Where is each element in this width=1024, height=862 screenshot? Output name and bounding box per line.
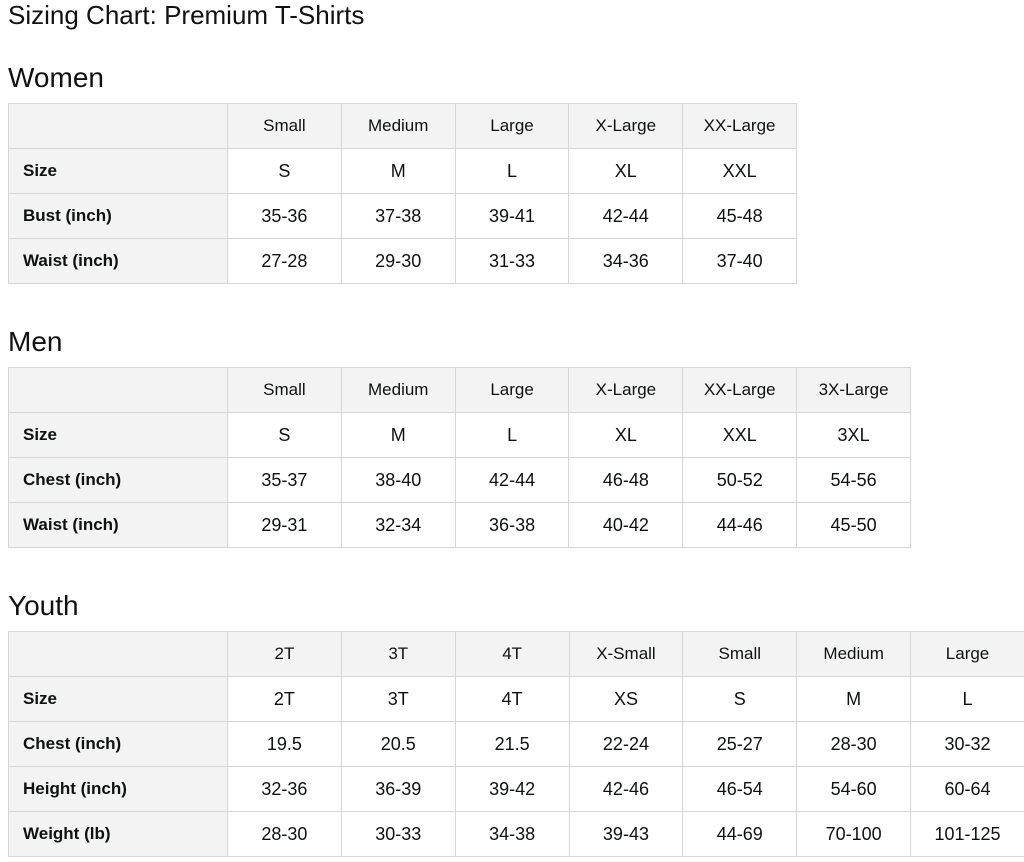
cell: 36-39 — [341, 767, 455, 812]
corner-cell — [9, 368, 228, 413]
row-label: Waist (inch) — [9, 503, 228, 548]
column-header: XX-Large — [683, 368, 797, 413]
cell: 36-38 — [455, 503, 569, 548]
sizing-table-women — [8, 103, 797, 284]
cell: 29-30 — [341, 239, 455, 284]
row-label: Size — [9, 413, 228, 458]
cell: 46-54 — [683, 767, 797, 812]
row-label: Waist (inch) — [9, 239, 228, 284]
cell: 19.5 — [228, 722, 342, 767]
column-header: 3X-Large — [797, 368, 911, 413]
cell: 44-69 — [683, 812, 797, 857]
column-header: 4T — [455, 632, 569, 677]
table-row — [9, 458, 911, 503]
corner-cell — [9, 632, 228, 677]
column-header: Small — [228, 368, 342, 413]
cell: 28-30 — [797, 722, 911, 767]
column-header: X-Large — [569, 368, 683, 413]
corner-cell — [9, 104, 228, 149]
table-row — [9, 722, 1024, 767]
cell: 30-33 — [341, 812, 455, 857]
row-label: Size — [9, 149, 228, 194]
cell: 54-60 — [797, 767, 911, 812]
row-label: Bust (inch) — [9, 194, 228, 239]
cell: 37-38 — [341, 194, 455, 239]
section-heading-youth: Youth — [8, 590, 79, 622]
cell: 2T — [228, 677, 342, 722]
column-header: XX-Large — [683, 104, 797, 149]
cell: 39-41 — [455, 194, 569, 239]
cell: 101-125 — [911, 812, 1024, 857]
cell: 70-100 — [797, 812, 911, 857]
row-label: Chest (inch) — [9, 722, 228, 767]
row-label: Height (inch) — [9, 767, 228, 812]
column-header: Medium — [797, 632, 911, 677]
section-heading-women: Women — [8, 61, 104, 93]
cell: S — [228, 149, 342, 194]
cell: XS — [569, 677, 683, 722]
cell: 3XL — [797, 413, 911, 458]
table-row — [9, 149, 797, 194]
cell: XL — [569, 413, 683, 458]
cell: M — [797, 677, 911, 722]
column-header: X-Small — [569, 632, 683, 677]
cell: 46-48 — [569, 458, 683, 503]
page-title: Sizing Chart: Premium T-Shirts — [8, 0, 365, 30]
cell: 45-48 — [683, 194, 797, 239]
cell: 37-40 — [683, 239, 797, 284]
cell: 34-38 — [455, 812, 569, 857]
sizing-sections — [8, 62, 1016, 858]
cell: 39-42 — [455, 767, 569, 812]
cell: 34-36 — [569, 239, 683, 284]
cell: 4T — [455, 677, 569, 722]
table-row — [9, 767, 1024, 812]
cell: 3T — [341, 677, 455, 722]
cell: 35-37 — [228, 458, 342, 503]
cell: 21.5 — [455, 722, 569, 767]
table-row — [9, 677, 1024, 722]
header-row — [9, 368, 911, 413]
cell: S — [228, 413, 342, 458]
cell: 32-36 — [228, 767, 342, 812]
sizing-table-men — [8, 367, 911, 548]
cell: 42-46 — [569, 767, 683, 812]
cell: 50-52 — [683, 458, 797, 503]
header-row — [9, 632, 1024, 677]
column-header: Small — [228, 104, 342, 149]
cell: 38-40 — [341, 458, 455, 503]
column-header: 2T — [228, 632, 342, 677]
column-header: Medium — [341, 104, 455, 149]
column-header: X-Large — [569, 104, 683, 149]
section-heading-men: Men — [8, 326, 63, 358]
cell: 45-50 — [797, 503, 911, 548]
cell: L — [455, 149, 569, 194]
cell: 60-64 — [911, 767, 1024, 812]
cell: XL — [569, 149, 683, 194]
cell: 29-31 — [228, 503, 342, 548]
cell: 54-56 — [797, 458, 911, 503]
cell: 30-32 — [911, 722, 1024, 767]
cell: 28-30 — [228, 812, 342, 857]
row-label: Size — [9, 677, 228, 722]
cell: XXL — [683, 413, 797, 458]
table-row — [9, 194, 797, 239]
cell: 27-28 — [228, 239, 342, 284]
cell: 40-42 — [569, 503, 683, 548]
cell: 42-44 — [455, 458, 569, 503]
column-header: Small — [683, 632, 797, 677]
header-row — [9, 104, 797, 149]
table-row — [9, 503, 911, 548]
cell: M — [341, 149, 455, 194]
cell: 22-24 — [569, 722, 683, 767]
cell: 35-36 — [228, 194, 342, 239]
column-header: Large — [455, 104, 569, 149]
column-header: 3T — [341, 632, 455, 677]
sizing-table-youth — [8, 631, 1024, 857]
table-row — [9, 413, 911, 458]
cell: 25-27 — [683, 722, 797, 767]
cell: 20.5 — [341, 722, 455, 767]
table-row — [9, 812, 1024, 857]
row-label: Weight (lb) — [9, 812, 228, 857]
table-row — [9, 239, 797, 284]
cell: L — [455, 413, 569, 458]
cell: XXL — [683, 149, 797, 194]
cell: 32-34 — [341, 503, 455, 548]
cell: 39-43 — [569, 812, 683, 857]
row-label: Chest (inch) — [9, 458, 228, 503]
column-header: Large — [455, 368, 569, 413]
column-header: Large — [911, 632, 1024, 677]
column-header: Medium — [341, 368, 455, 413]
cell: 31-33 — [455, 239, 569, 284]
cell: 44-46 — [683, 503, 797, 548]
cell: S — [683, 677, 797, 722]
cell: M — [341, 413, 455, 458]
cell: L — [911, 677, 1024, 722]
cell: 42-44 — [569, 194, 683, 239]
